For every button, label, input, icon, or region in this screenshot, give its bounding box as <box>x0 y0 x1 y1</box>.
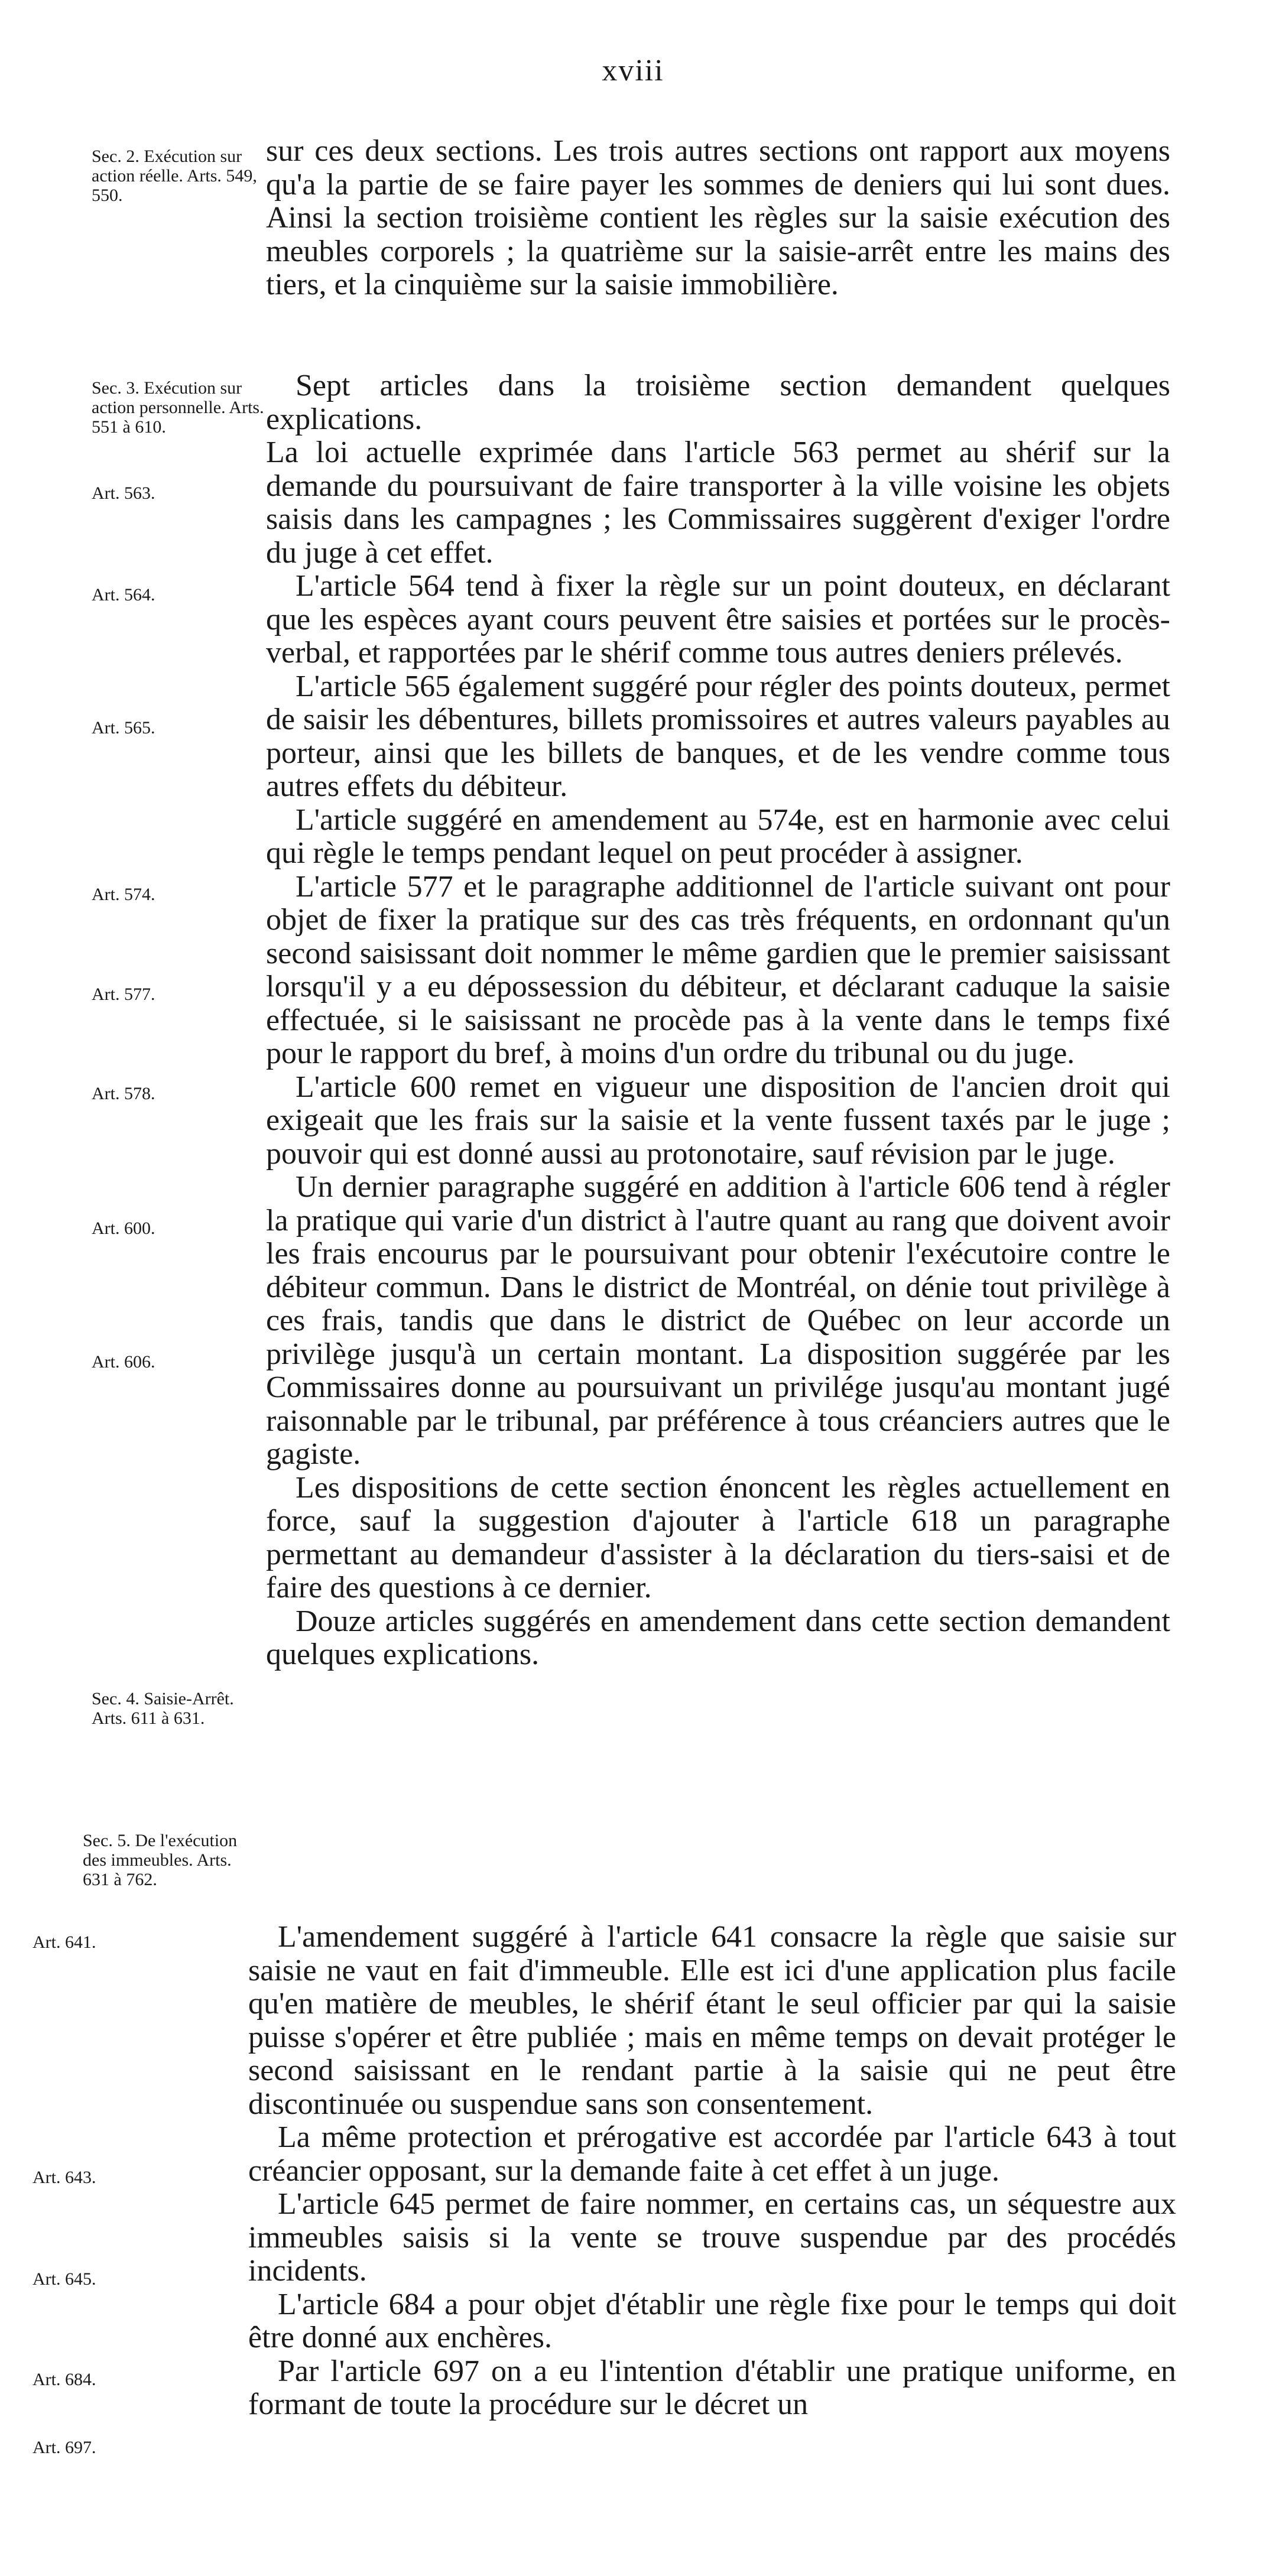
page-number: xviii <box>602 54 664 87</box>
margin-note-art645: Art. 645. <box>33 2269 96 2289</box>
margin-note-art684: Art. 684. <box>33 2370 96 2389</box>
paragraph-sec5: Douze articles suggérés en amendement dans cette section demandent quelques explications. <box>266 1604 1170 1671</box>
paragraph-art564: L'article 564 tend à fixer la règle sur un point douteux, en déclarant que les espèces ayant cours peuvent être saisies et portées sur le procès-verbal, et rapportées par le shérif comme tous autres deniers prélevés. <box>266 569 1170 670</box>
margin-note-art643: Art. 643. <box>33 2168 96 2187</box>
margin-note-art577: Art. 577. <box>92 985 155 1004</box>
paragraph-art600: L'article 600 remet en vigueur une disposition de l'ancien droit qui exigeait que les frais sur la saisie et la vente fussent taxés par le juge ; pouvoir qui est donné aussi au protonotaire, sauf révision par le juge. <box>266 1070 1170 1171</box>
margin-note-art563: Art. 563. <box>92 483 155 503</box>
paragraph-art697: Par l'article 697 on a eu l'intention d'établir une pratique uniforme, en formant de toute la procédure sur le décret un <box>248 2354 1176 2421</box>
margin-note-sec2: Sec. 2. Exécution sur action réelle. Arts. 549, 550. <box>92 147 257 205</box>
paragraph-art565: L'article 565 également suggéré pour régler des points douteux, permet de saisir les débentures, billets promissoires et autres valeurs payables au porteur, ainsi que les billets de banques, et de les vendre comme tous autres effets du débiteur. <box>266 669 1170 803</box>
margin-note-art600: Art. 600. <box>92 1219 155 1238</box>
body-block-sec5 <box>248 1921 1176 2422</box>
paragraph-art574: L'article suggéré en amendement au 574e, est en harmonie avec celui qui règle le temps pendant lequel on peut procéder à assigner. <box>266 803 1170 870</box>
paragraph-sec2: sur ces deux sections. Les trois autres sections ont rapport aux moyens qu'a la partie de se faire payer les sommes de deniers qui lui sont dues. Ainsi la section troisième contient les règles sur la saisie exécution des meubles corporels ; la quatrième sur la saisie-arrêt entre les mains des tiers, et la cinquième sur la saisie immobilière. <box>266 134 1170 301</box>
margin-note-art564: Art. 564. <box>92 585 155 605</box>
margin-note-sec4: Sec. 4. Saisie-Arrêt. Arts. 611 à 631. <box>92 1689 234 1728</box>
margin-note-art565: Art. 565. <box>92 718 155 738</box>
margin-note-art578: Art. 578. <box>92 1084 155 1103</box>
margin-note-sec3: Sec. 3. Exécution sur action personnelle. Arts. 551 à 610. <box>92 378 264 437</box>
margin-note-art641: Art. 641. <box>33 1932 96 1952</box>
paragraph-art645: L'article 645 permet de faire nommer, en certains cas, un séquestre aux immeubles saisis si la vente se trouve suspendue par des procédés incidents. <box>248 2187 1176 2288</box>
paragraph-art577: L'article 577 et le paragraphe additionnel de l'article suivant ont pour objet de fixer la pratique sur des cas très fréquents, en ordonnant qu'un second saisissant doit nommer le même gardien que le premier saisissant lorsqu'il y a eu dépossession du débiteur, et déclarant caduque la saisie effectuée, si le saisissant ne procède pas à la vente dans le temps fixé pour le rapport du bref, à moins d'un ordre du tribunal ou du juge. <box>266 869 1170 1070</box>
paragraph-art684: L'article 684 a pour objet d'établir une règle fixe pour le temps qui doit être donné aux enchères. <box>248 2287 1176 2354</box>
paragraph-art563: La loi actuelle exprimée dans l'article 563 permet au shérif sur la demande du poursuivant de faire transporter à la ville voisine les objets saisis dans les campagnes ; les Commissaires suggèrent d'exiger l'ordre du juge à cet effet. <box>266 436 1170 570</box>
margin-note-sec5: Sec. 5. De l'exécution des immeubles. Arts. 631 à 762. <box>83 1831 238 1889</box>
margin-note-art606: Art. 606. <box>92 1352 155 1372</box>
body-block-sec3 <box>266 369 1170 1672</box>
paragraph-art641: L'amendement suggéré à l'article 641 consacre la règle que saisie sur saisie ne vaut en fait d'immeuble. Elle est ici d'une application plus facile qu'en matière de meubles, le shérif étant le seul officier par qui la saisie puisse s'opérer et être publiée ; mais en même temps on devait protéger le second saisissant en le rendant partie à la saisie qui ne peut être discontinuée ou suspendue sans son consentement. <box>248 1920 1176 2121</box>
paragraph-art606: Un dernier paragraphe suggéré en addition à l'article 606 tend à régler la pratique qui varie d'un district à l'autre quant au rang que doivent avoir les frais encourus par le poursuivant pour obtenir l'exécutoire contre le débiteur commun. Dans le district de Montréal, on dénie tout privilège à ces frais, tandis que dans le district de Québec on leur accorde un privilège jusqu'à un certain montant. La disposition suggérée par les Commissaires donne au poursuivant un privilége jusqu'au montant jugé raisonnable par le tribunal, par préférence à tous créanciers autres que le gagiste. <box>266 1170 1170 1471</box>
body-block-sec2 <box>266 135 1170 302</box>
paragraph-art643: La même protection et prérogative est accordée par l'article 643 à tout créancier opposant, sur la demande faite à cet effet à un juge. <box>248 2120 1176 2188</box>
margin-note-art697: Art. 697. <box>33 2438 96 2457</box>
margin-note-art574: Art. 574. <box>92 885 155 904</box>
paragraph-sec4: Les dispositions de cette section énoncent les règles actuellement en force, sauf la suggestion d'ajouter à l'article 618 un paragraphe permettant au demandeur d'assister à la déclaration du tiers-saisi et de faire des questions à ce dernier. <box>266 1470 1170 1604</box>
paragraph-sec3: Sept articles dans la troisième section demandent quelques explications. <box>266 369 1170 436</box>
